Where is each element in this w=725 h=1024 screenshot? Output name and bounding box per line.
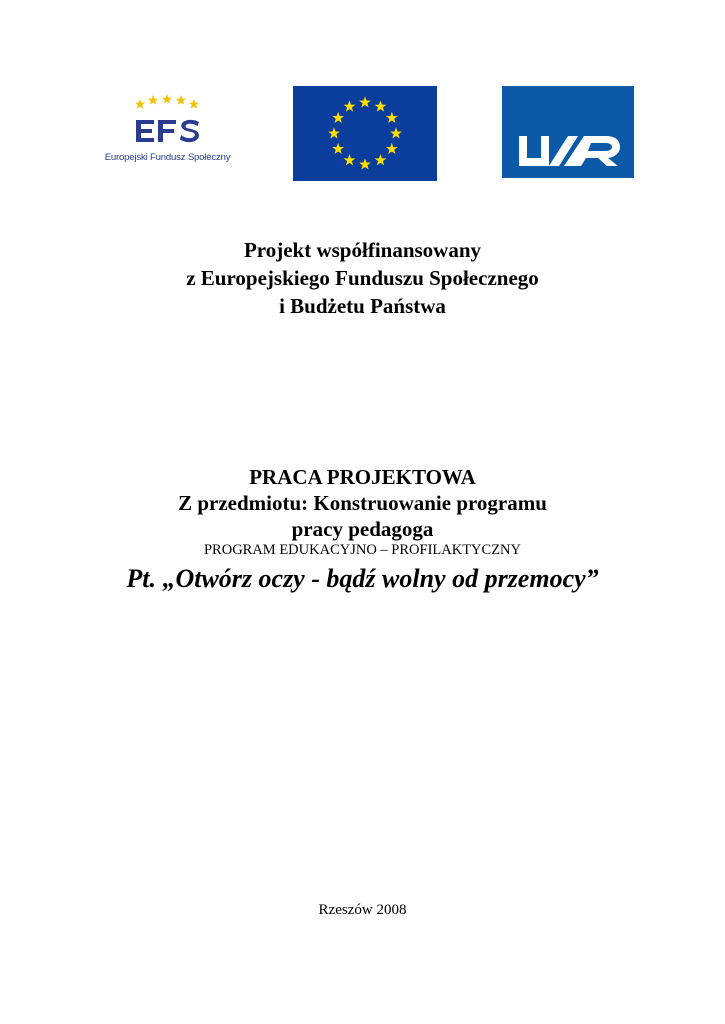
- subject-line-1: Z przedmiotu: Konstruowanie programu: [178, 491, 547, 515]
- place-and-year: Rzeszów 2008: [318, 902, 407, 918]
- project-heading-block: [0, 464, 725, 542]
- efs-stars: [135, 94, 199, 109]
- eu-flag-icon: [293, 86, 437, 181]
- efs-logo: [96, 86, 239, 181]
- co-financing-line-1: Projekt współfinansowany: [243, 238, 482, 262]
- program-title: Pt. „Otwórz oczy - bądź wolny od przemocy”: [126, 564, 599, 593]
- project-heading: PRACA PROJEKTOWA: [249, 465, 476, 489]
- efs-emblem: [96, 86, 239, 181]
- co-financing-line-2: z Europejskiego Funduszu Społecznego: [186, 266, 539, 290]
- eu-flag: [293, 86, 437, 181]
- co-financing-statement: [0, 236, 725, 320]
- efs-letters: [136, 120, 199, 142]
- co-financing-line-3: i Budżetu Państwa: [279, 294, 446, 318]
- ur-logo: [502, 86, 634, 178]
- program-type: PROGRAM EDUKACYJNO – PROFILAKTYCZNY: [203, 542, 521, 558]
- ur-emblem: [502, 86, 634, 178]
- efs-caption: Europejski Fundusz Społeczny: [104, 152, 231, 163]
- subject-line-2: pracy pedagoga: [291, 517, 434, 541]
